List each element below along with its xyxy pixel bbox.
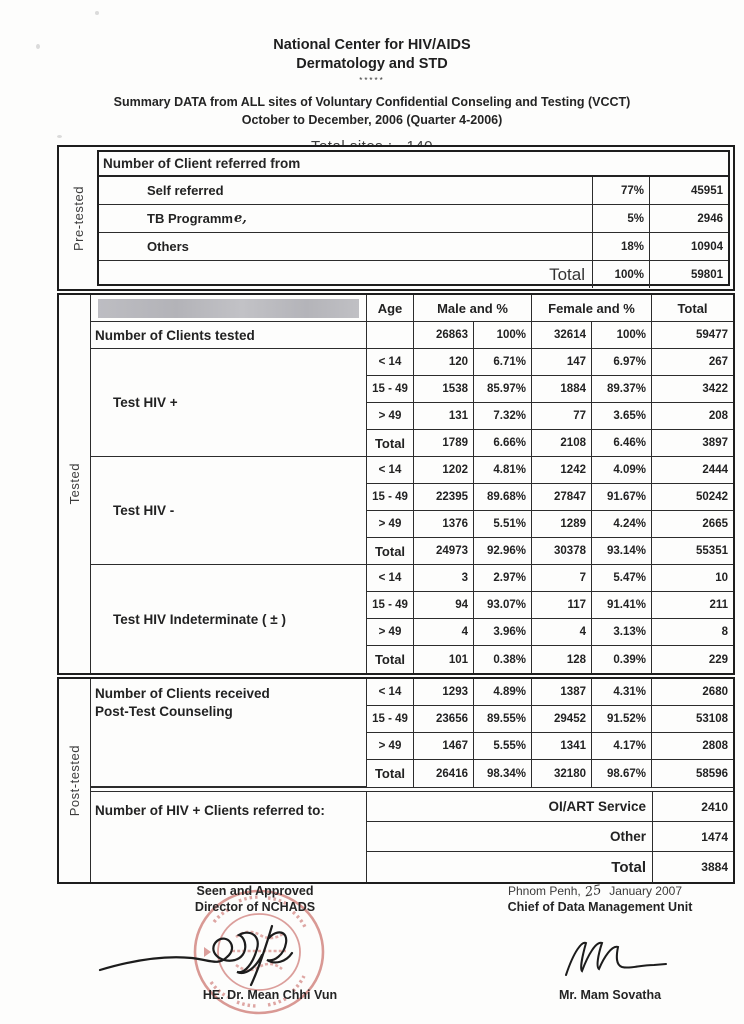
female-pct: 4.31% — [592, 679, 652, 706]
age-band-total: Total — [367, 430, 414, 457]
referral-pct: 18% — [593, 233, 650, 261]
female-count: 1884 — [532, 376, 592, 403]
female-pct: 91.41% — [592, 592, 652, 619]
city-label: Phnom Penh, — [508, 884, 581, 898]
document-header — [0, 36, 744, 155]
referral-total-value: 3884 — [701, 860, 728, 874]
column-header-age: Age — [367, 295, 414, 322]
clients-tested-label: Number of Clients tested — [91, 322, 367, 349]
age-band: 15 - 49 — [367, 592, 414, 619]
total-count: 3422 — [652, 376, 733, 403]
male-pct: 6.71% — [474, 349, 532, 376]
divider-stars: ***** — [359, 75, 385, 85]
male-pct: 89.55% — [474, 706, 532, 733]
male-count: 24973 — [414, 538, 474, 565]
male-count: 26416 — [414, 760, 474, 787]
referral-label: TB Programm e, — [99, 205, 593, 233]
chief-signature-icon — [560, 933, 675, 988]
age-band: > 49 — [367, 511, 414, 538]
male-count: 94 — [414, 592, 474, 619]
male-pct: 100% — [474, 322, 532, 349]
male-pct: 4.81% — [474, 457, 532, 484]
total-count: 2808 — [652, 733, 733, 760]
referral-service-value: 2410 — [653, 792, 733, 822]
total-value: 59801 — [691, 268, 723, 281]
total-count: 10 — [652, 565, 733, 592]
table-row — [99, 233, 728, 261]
posttested-body — [90, 679, 733, 882]
referral-service-label: OI/ART Service — [367, 792, 653, 822]
female-count: 7 — [532, 565, 592, 592]
female-count: 128 — [532, 646, 592, 673]
posttested-section-label: Post-tested — [67, 744, 82, 817]
referral-total-label: Total — [367, 852, 653, 882]
female-count: 32180 — [532, 760, 592, 787]
male-pct: 98.34% — [474, 760, 532, 787]
place-date-line — [480, 884, 710, 899]
age-band: < 14 — [367, 565, 414, 592]
tested-section — [57, 293, 735, 675]
male-count: 1467 — [414, 733, 474, 760]
total-count: 3897 — [652, 430, 733, 457]
age-band: > 49 — [367, 733, 414, 760]
tested-section-label: Tested — [67, 463, 82, 505]
referral-pct: 5% — [593, 205, 650, 233]
male-count: 3 — [414, 565, 474, 592]
male-pct: 3.96% — [474, 619, 532, 646]
female-pct: 91.67% — [592, 484, 652, 511]
age-band: 15 - 49 — [367, 706, 414, 733]
column-header-male: Male and % — [414, 295, 532, 322]
female-count: 1341 — [532, 733, 592, 760]
approved-line: Seen and Approved — [196, 884, 314, 898]
month-year: January 2007 — [609, 884, 682, 898]
total-count: 58596 — [696, 767, 728, 780]
total-count: 211 — [652, 592, 733, 619]
group-label-hiv-positive: Test HIV + — [91, 349, 367, 457]
male-count: 1293 — [414, 679, 474, 706]
referral-value: 45951 — [650, 177, 728, 205]
age-band: 15 - 49 — [367, 376, 414, 403]
male-count: 1376 — [414, 511, 474, 538]
age-band-total: Total — [367, 538, 414, 565]
group-label-hiv-referred: Number of HIV + Clients referred to: — [91, 792, 367, 882]
female-count: 29452 — [532, 706, 592, 733]
pretested-section — [57, 145, 735, 291]
referral-pct: 77% — [593, 177, 650, 205]
total-count: 2680 — [652, 679, 733, 706]
male-count: 26863 — [414, 322, 474, 349]
referral-value: 10904 — [650, 233, 728, 261]
report-subtitle-line1: Summary DATA from ALL sites of Voluntary Confidential Conseling and Testing (VCCT) — [113, 94, 631, 109]
report-tables — [57, 145, 735, 884]
total-count: 208 — [652, 403, 733, 430]
female-pct: 91.52% — [592, 706, 652, 733]
age-band: < 14 — [367, 679, 414, 706]
referral-label: Self referred — [99, 177, 593, 205]
male-count: 4 — [414, 619, 474, 646]
pretested-body — [97, 147, 733, 289]
org-title-line2: Dermatology and STD — [296, 55, 448, 72]
total-count: 59477 — [652, 322, 733, 349]
female-pct: 93.14% — [592, 538, 652, 565]
female-count: 30378 — [532, 538, 592, 565]
male-count: 1538 — [414, 376, 474, 403]
redacted-header-cell — [91, 295, 367, 322]
handwritten-mark: e, — [233, 211, 247, 226]
signature-footer — [0, 878, 744, 1024]
age-band-total: Total — [367, 760, 414, 787]
age-band: > 49 — [367, 619, 414, 646]
male-pct: 93.07% — [474, 592, 532, 619]
total-count: 50242 — [652, 484, 733, 511]
total-count: 53108 — [652, 706, 733, 733]
female-count: 1242 — [532, 457, 592, 484]
pretested-table — [97, 150, 730, 286]
chief-name: Mr. Mam Sovatha — [558, 988, 662, 1002]
female-count: 4 — [532, 619, 592, 646]
female-pct: 100% — [592, 322, 652, 349]
tested-body — [90, 295, 733, 673]
director-signature-icon — [96, 916, 331, 993]
table-row-total — [99, 261, 728, 288]
female-pct: 98.67% — [592, 760, 652, 787]
hiv-referred-table — [91, 791, 733, 882]
director-name: HE. Dr. Mean Chhi Vun — [202, 988, 338, 1002]
total-count: 8 — [652, 619, 733, 646]
male-pct: 92.96% — [474, 538, 532, 565]
male-count: 1202 — [414, 457, 474, 484]
female-pct: 4.24% — [592, 511, 652, 538]
female-count: 117 — [532, 592, 592, 619]
female-pct: 3.13% — [592, 619, 652, 646]
table-row — [99, 177, 728, 205]
total-count: 2665 — [652, 511, 733, 538]
org-title-line1: National Center for HIV/AIDS — [273, 37, 471, 53]
tested-side-strip — [59, 295, 90, 673]
female-pct: 6.97% — [592, 349, 652, 376]
group-label-hiv-negative: Test HIV - — [91, 457, 367, 565]
post-counseling-table — [91, 679, 733, 788]
referral-service-value: 1474 — [653, 822, 733, 852]
age-band-total: Total — [367, 646, 414, 673]
male-pct: 0.38% — [474, 646, 532, 673]
report-subtitle-line2: October to December, 2006 (Quarter 4-2006) — [241, 112, 503, 127]
female-count: 27847 — [532, 484, 592, 511]
male-count: 1789 — [414, 430, 474, 457]
director-line: Director of NCHADS — [194, 900, 316, 914]
redaction-bar — [98, 299, 359, 318]
empty-age-cell — [367, 322, 414, 349]
pretested-section-label: Pre-tested — [70, 185, 86, 251]
referral-label: Others — [99, 233, 593, 261]
male-count: 120 — [414, 349, 474, 376]
total-count: 229 — [708, 653, 728, 666]
female-pct: 6.46% — [592, 430, 652, 457]
scan-speck — [95, 11, 99, 15]
posttested-side-strip — [59, 679, 90, 882]
male-pct: 85.97% — [474, 376, 532, 403]
male-count: 131 — [414, 403, 474, 430]
age-band: > 49 — [367, 403, 414, 430]
referral-service-label: Other — [367, 822, 653, 852]
male-pct: 5.51% — [474, 511, 532, 538]
female-pct: 5.47% — [592, 565, 652, 592]
group-label-post-counseling: Number of Clients received Post-Test Counseling — [91, 679, 367, 787]
female-count: 1387 — [532, 679, 592, 706]
chief-title-line: Chief of Data Management Unit — [507, 900, 693, 914]
group-label-hiv-indeterminate: Test HIV Indeterminate ( ± ) — [91, 565, 367, 673]
pretested-side-strip — [59, 147, 97, 289]
female-pct: 0.39% — [592, 646, 652, 673]
male-pct: 4.89% — [474, 679, 532, 706]
female-count: 147 — [532, 349, 592, 376]
male-count: 22395 — [414, 484, 474, 511]
table-row — [99, 205, 728, 233]
female-count: 77 — [532, 403, 592, 430]
pretested-table-header: Number of Client referred from — [99, 152, 728, 177]
age-band: 15 - 49 — [367, 484, 414, 511]
column-header-female: Female and % — [532, 295, 652, 322]
posttested-section — [57, 677, 735, 884]
total-count: 55351 — [652, 538, 733, 565]
tested-table — [91, 295, 733, 673]
age-band: < 14 — [367, 349, 414, 376]
column-header-total: Total — [652, 295, 733, 322]
female-pct: 4.17% — [592, 733, 652, 760]
male-pct: 2.97% — [474, 565, 532, 592]
referral-value: 2946 — [650, 205, 728, 233]
male-pct: 5.55% — [474, 733, 532, 760]
male-pct: 7.32% — [474, 403, 532, 430]
total-count: 267 — [652, 349, 733, 376]
total-pct: 100% — [593, 261, 650, 288]
total-count: 2444 — [652, 457, 733, 484]
male-count: 23656 — [414, 706, 474, 733]
handwritten-day: 25 — [583, 882, 603, 901]
total-label: Total — [99, 261, 593, 288]
female-count: 2108 — [532, 430, 592, 457]
female-pct: 89.37% — [592, 376, 652, 403]
age-band: < 14 — [367, 457, 414, 484]
female-count: 32614 — [532, 322, 592, 349]
male-count: 101 — [414, 646, 474, 673]
female-count: 1289 — [532, 511, 592, 538]
female-pct: 4.09% — [592, 457, 652, 484]
male-pct: 89.68% — [474, 484, 532, 511]
female-pct: 3.65% — [592, 403, 652, 430]
male-pct: 6.66% — [474, 430, 532, 457]
